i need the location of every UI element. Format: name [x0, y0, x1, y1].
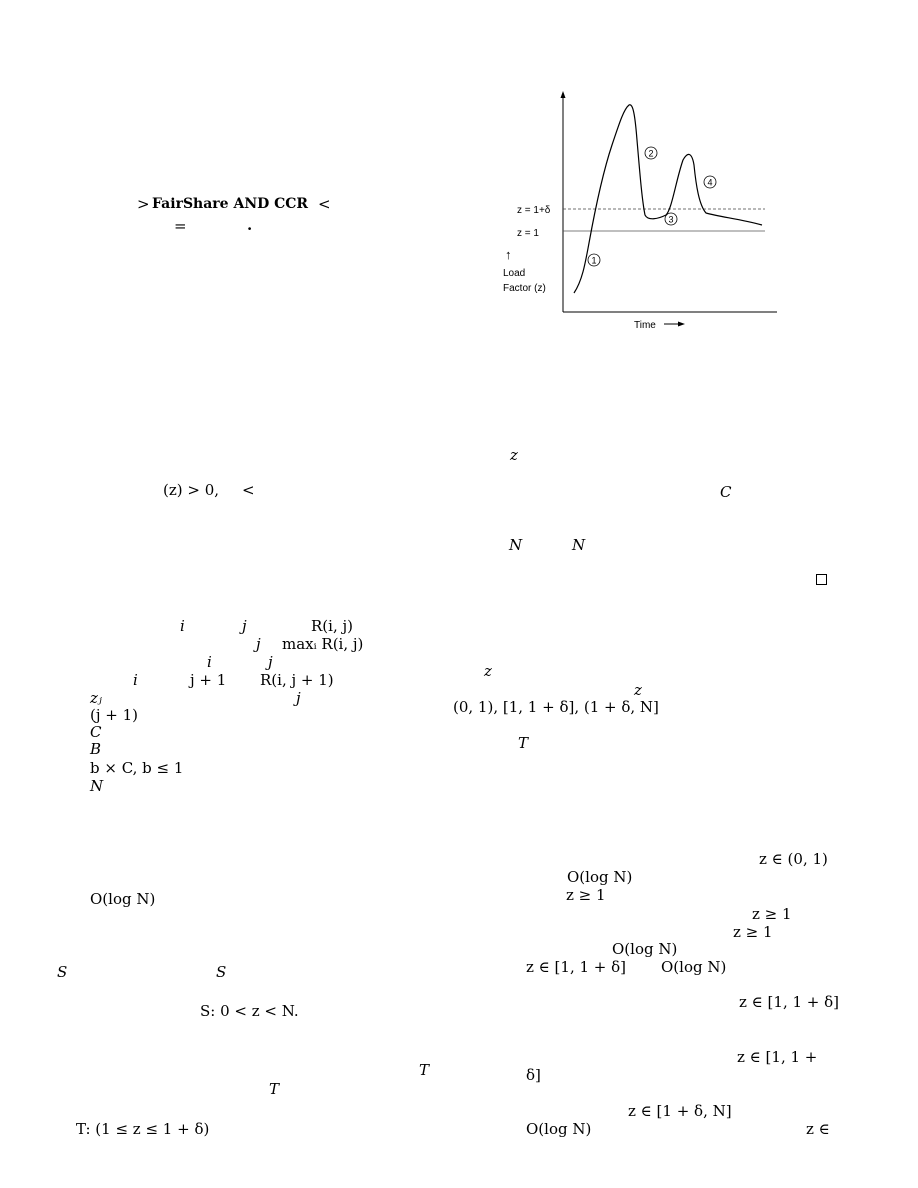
- sym-j-plus-1: j + 1: [190, 671, 227, 689]
- y-label-line-1: Load: [503, 268, 526, 279]
- load-factor-figure: [490, 85, 790, 340]
- phase-marker-3-label: 3: [668, 214, 674, 225]
- z-in-1-delta-c: z ∈ [1, 1 +: [737, 1048, 818, 1066]
- range-T: T: (1 ≤ z ≤ 1 + δ): [76, 1120, 210, 1138]
- def-j-plus-1: (j + 1): [90, 706, 139, 724]
- condition-z: (z) > 0,: [163, 481, 220, 499]
- sym-Rij: R(i, j): [311, 617, 353, 635]
- z-ge-1-b: z ≥ 1: [752, 905, 792, 923]
- interval-list: (0, 1), [1, 1 + δ], (1 + δ, N]: [453, 698, 659, 716]
- ologn-1: O(log N): [567, 868, 633, 886]
- z-in-1-delta-a: z ∈ [1, 1 + δ]: [526, 958, 627, 976]
- def-bC: b × C, b ≤ 1: [90, 759, 184, 777]
- sym-S-1: S: [57, 963, 68, 981]
- sym-j: j: [242, 617, 247, 635]
- sym-j-2: j: [256, 635, 261, 653]
- phase-marker-1: [588, 254, 600, 266]
- z-in-trailing: z ∈: [806, 1120, 830, 1138]
- delta-close: δ]: [526, 1066, 541, 1084]
- rule-fairshare-and-ccr: FairShare AND CCR: [152, 196, 309, 212]
- def-zj: zⱼ: [90, 689, 102, 707]
- sym-S-2: S: [216, 963, 227, 981]
- range-S: S: 0 < z < N.: [200, 1002, 299, 1020]
- ologn-3: O(log N): [661, 958, 727, 976]
- sym-j-4: j: [296, 689, 301, 707]
- x-label-arrowhead: [678, 322, 685, 327]
- sym-T: T: [518, 734, 529, 752]
- sym-Rij1: R(i, j + 1): [260, 671, 334, 689]
- z-ge-1-c: z ≥ 1: [733, 923, 773, 941]
- sym-z-1: z: [510, 446, 518, 464]
- sym-T-1: T: [419, 1061, 430, 1079]
- z-in-delta-N: z ∈ [1 + δ, N]: [628, 1102, 732, 1120]
- z-in-1-delta-b: z ∈ [1, 1 + δ]: [739, 993, 840, 1011]
- def-B: B: [90, 740, 102, 758]
- complexity-ologn: O(log N): [90, 890, 156, 908]
- y-axis-arrowhead: [561, 91, 566, 98]
- sym-z-3: z: [634, 681, 642, 699]
- x-label: Time: [634, 320, 656, 331]
- def-N: N: [90, 777, 104, 795]
- threshold-label-lower: z = 1: [517, 228, 539, 239]
- y-label-arrow: ↑: [505, 247, 512, 262]
- z-ge-1-a: z ≥ 1: [566, 886, 606, 904]
- threshold-label-upper: z = 1+δ: [517, 205, 551, 216]
- z-in-0-1: z ∈ (0, 1): [759, 850, 828, 868]
- sym-C: C: [720, 483, 732, 501]
- phase-marker-2-label: 2: [648, 148, 654, 159]
- sym-N-1: N: [509, 536, 523, 554]
- phase-marker-2: [645, 147, 657, 159]
- sym-j-3: j: [268, 653, 273, 671]
- qed-box: [816, 574, 827, 585]
- ologn-4: O(log N): [526, 1120, 592, 1138]
- phase-marker-3: [665, 213, 677, 225]
- phase-marker-1-label: 1: [591, 255, 597, 266]
- condition-lt: <: [242, 481, 255, 499]
- def-C: C: [90, 723, 102, 741]
- sym-T-2: T: [269, 1080, 280, 1098]
- phase-marker-4-label: 4: [707, 177, 713, 188]
- sym-max-Rij: maxᵢ R(i, j): [282, 635, 364, 653]
- rule-eq: =: [174, 217, 187, 235]
- rule-lt: <: [318, 195, 331, 213]
- y-label-line-2: Factor (z): [503, 283, 546, 294]
- sym-z-2: z: [484, 662, 492, 680]
- rule-gt: >: [137, 195, 150, 213]
- sym-i-3: i: [133, 671, 138, 689]
- ologn-2: O(log N): [612, 940, 678, 958]
- sym-N-2: N: [572, 536, 586, 554]
- rule-dot: .: [247, 216, 253, 234]
- load-curve: [574, 105, 762, 293]
- sym-i-2: i: [207, 653, 212, 671]
- phase-marker-4: [704, 176, 716, 188]
- sym-i: i: [180, 617, 185, 635]
